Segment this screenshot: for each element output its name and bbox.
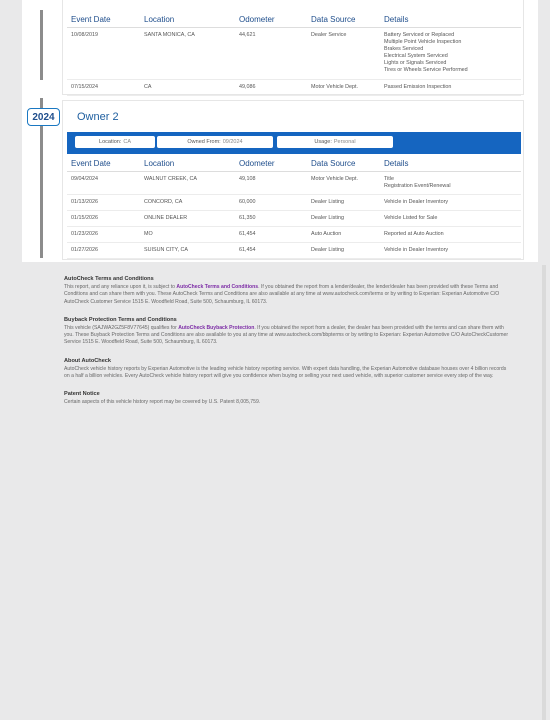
autocheck-terms-text-1: This report, and any reliance upon it, is subject to: [64, 284, 177, 291]
event-source: Dealer Listing: [307, 243, 380, 259]
scrollbar-track[interactable]: [542, 265, 546, 720]
autocheck-terms-text-2: . If you obtained the report from a lender/dealer, the lender/dealer has been provided with these Terms and Conditions and can share them with you. These AutoCheck Terms and Conditions are also available at any time at www.autocheck.com/terms or by writing to Experian: Experian Automotive C/O AutoCheck Customer Service 1515 E. Woodfield Road, Suite 500, Schaumburg, IL 60173.: [64, 284, 500, 305]
event-date: 10/08/2019: [67, 28, 140, 80]
column-header-odometer: Odometer: [235, 156, 307, 172]
patent-notice-text: Certain aspects of this vehicle history report may be covered by U.S. Patent 8,005,759.: [64, 399, 261, 406]
timeline-line-bottom: [40, 126, 43, 258]
column-header-data-source: Data Source: [307, 156, 380, 172]
event-details: Reported at Auto Auction: [380, 227, 521, 243]
event-location: CA: [140, 80, 235, 96]
event-location: ONLINE DEALER: [140, 211, 235, 227]
event-details: Vehicle in Dealer Inventory: [380, 195, 521, 211]
column-header-event-date: Event Date: [67, 12, 140, 28]
buyback-protection-link[interactable]: AutoCheck Buyback Protection: [178, 325, 255, 332]
event-location: SANTA MONICA, CA: [140, 28, 235, 80]
event-source: Dealer Service: [307, 28, 380, 80]
event-source: Motor Vehicle Dept.: [307, 80, 380, 96]
autocheck-terms-title: AutoCheck Terms and Conditions: [64, 276, 154, 282]
event-odometer: 44,621: [235, 28, 307, 80]
buyback-terms-text-2: . If you obtained the report from a dealer, the dealer has been provided with the terms and can share them with you. These Buyback Protection Terms and Conditions are also available to you at any time at www.autocheck.com/bbpterms or by writing to Experian: Experian Automotive C/O AutoCheckCustomer Service 1515 E. Woodfield Road, Suite 500, Schaumburg, IL 60173.: [64, 325, 509, 346]
event-location: CONCORD, CA: [140, 195, 235, 211]
buyback-terms-text: [64, 325, 510, 347]
event-date: 07/15/2024: [67, 80, 140, 96]
detail-line: Registration Event/Renewal: [384, 183, 451, 189]
detail-line: Brakes Serviced: [384, 46, 424, 52]
owned-from-value: 09/2024: [222, 139, 243, 145]
owned-from-label: Owned From:: [187, 139, 221, 145]
event-odometer: 49,108: [235, 172, 307, 195]
column-header-data-source: Data Source: [307, 12, 380, 28]
terms-section: [64, 276, 510, 418]
event-location: SUISUN CITY, CA: [140, 243, 235, 259]
owner1-history-card: [62, 0, 524, 95]
column-header-location: Location: [140, 12, 235, 28]
location-pill: [75, 136, 155, 148]
patent-notice-title: Patent Notice: [64, 391, 100, 398]
event-date: 01/23/2026: [67, 227, 140, 243]
usage-label: Usage:: [314, 139, 332, 145]
year-badge: 2024: [27, 108, 60, 126]
column-header-details: Details: [380, 12, 521, 28]
about-autocheck-title: About AutoCheck: [64, 357, 112, 364]
owner2-card: [62, 100, 524, 260]
event-source: Dealer Listing: [307, 211, 380, 227]
event-date: 01/27/2026: [67, 243, 140, 259]
detail-line: Battery Serviced or Replaced: [384, 32, 455, 38]
table-header-row: [67, 12, 521, 28]
event-date: 01/13/2026: [67, 195, 140, 211]
buyback-terms-title: Buyback Protection Terms and Conditions: [64, 316, 177, 323]
column-header-odometer: Odometer: [235, 12, 307, 28]
owned-from-pill: [157, 136, 273, 148]
owner1-history-table: [67, 12, 521, 96]
table-row: [67, 227, 521, 243]
event-location: MO: [140, 227, 235, 243]
event-details: [380, 172, 521, 195]
timeline-line-top: [40, 10, 43, 80]
event-odometer: 60,000: [235, 195, 307, 211]
autocheck-terms-text: [64, 284, 510, 306]
owner-info-bar: [67, 132, 521, 154]
event-details: [380, 28, 521, 80]
location-value: CA: [123, 139, 131, 145]
table-row: [67, 172, 521, 195]
event-source: Motor Vehicle Dept.: [307, 172, 380, 195]
location-label: Location:: [99, 139, 122, 145]
detail-line: Title: [384, 176, 394, 182]
event-details: Vehicle in Dealer Inventory: [380, 243, 521, 259]
detail-line: Tires or Wheels Service Performed: [384, 67, 468, 73]
column-header-event-date: Event Date: [67, 156, 140, 172]
table-row: [67, 211, 521, 227]
table-row: [67, 80, 521, 96]
event-date: 09/04/2024: [67, 172, 140, 195]
event-odometer: 61,454: [235, 243, 307, 259]
detail-line: Electrical System Serviced: [384, 53, 448, 59]
usage-value: Personal: [333, 139, 356, 145]
event-source: Auto Auction: [307, 227, 380, 243]
table-row: [67, 28, 521, 80]
timeline-line-mid: [40, 98, 43, 108]
table-row: [67, 243, 521, 259]
event-odometer: 49,086: [235, 80, 307, 96]
autocheck-terms-link[interactable]: AutoCheck Terms and Conditions: [176, 284, 259, 291]
event-details: Passed Emission Inspection: [380, 80, 521, 96]
owner-title: Owner 2: [77, 111, 119, 123]
event-details: Vehicle Listed for Sale: [380, 211, 521, 227]
table-row: [67, 195, 521, 211]
usage-pill: [277, 136, 393, 148]
table-header-row: [67, 156, 521, 172]
column-header-location: Location: [140, 156, 235, 172]
event-odometer: 61,350: [235, 211, 307, 227]
event-source: Dealer Listing: [307, 195, 380, 211]
event-location: WALNUT CREEK, CA: [140, 172, 235, 195]
owner2-history-table: [67, 156, 521, 259]
column-header-details: Details: [380, 156, 521, 172]
event-date: 01/15/2026: [67, 211, 140, 227]
detail-line: Lights or Signals Serviced: [384, 60, 447, 66]
detail-line: Multiple Point Vehicle Inspection: [384, 39, 462, 45]
event-odometer: 61,454: [235, 227, 307, 243]
buyback-terms-text-1: This vehicle (SAJWA2GZ5F8V77645) qualifies for: [64, 325, 179, 332]
about-autocheck-text: AutoCheck vehicle history reports by Experian Automotive is the leading vehicle history reporting service. With expert data handling, the Experian Automotive database houses over 4 billion records on a half a billion vehicles. Every AutoCheck vehicle history report will give you confidence when buying or selling your next used vehicle, with superior customer service every step of the way.: [64, 365, 507, 380]
